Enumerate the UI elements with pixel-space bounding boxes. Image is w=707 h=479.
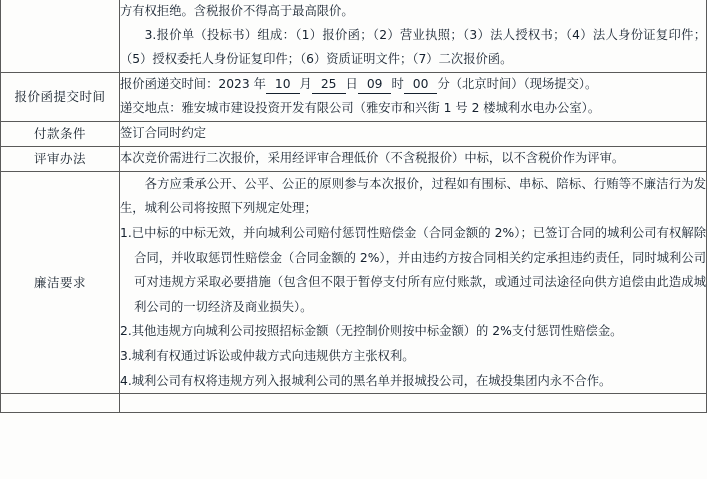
integrity-item-2: 2.其他违规方向城利公司按照招标金额（无控制价则按中标金额）的 2%支付惩罚性赔偿金。	[120, 324, 623, 339]
row-label-empty-top	[1, 0, 120, 72]
table-row	[1, 72, 707, 121]
submission-day-value: 25	[312, 76, 346, 94]
submission-month-value: 10	[266, 76, 300, 94]
row-label-integrity-requirements: 廉洁要求	[1, 171, 120, 393]
top-paragraph-2: 3.报价单（投标书）组成：（1）报价函；（2）营业执照；（3）法人授权书；（4）法人身份证复印件；（5）授权委托人身份证复印件；（6）资质证明文件；（7）二次报价函。	[120, 27, 706, 66]
integrity-intro: 各方应秉承公开、公平、公正的原则参与本次报价，过程如有围标、串标、陪标、行贿等不廉洁行为发生，城利公司将按照下列规定处理；	[120, 176, 706, 216]
table-row	[1, 0, 707, 72]
submission-day-label: 日	[345, 76, 358, 91]
submission-hour-label: 时	[391, 76, 404, 91]
row-label-submission-time: 报价函提交时间	[1, 72, 120, 121]
row-label-payment-terms: 付款条件	[1, 121, 120, 146]
integrity-item-1: 1.已中标的中标无效，并向城利公司赔付惩罚性赔偿金（合同金额的 2%）；已签订合同的城利公司有权解除合同，并收取惩罚性赔偿金（合同金额的 2%），并由违约方按合同相关约定承担违约责任，同时城利公司可对违规方采取必要措施（包含但不限于暂停支付所有应付账款，或通过司法途径向供方追偿由此造成城利公司的一切经济及商业损失）。	[120, 225, 706, 314]
submission-hour-value: 09	[358, 76, 392, 94]
table-row	[1, 171, 707, 393]
row-content-top	[120, 0, 707, 72]
submission-location-line: 递交地点：雅安城市建设投资开发有限公司（雅安市和兴街 1 号 2 楼城利水电办公室）。	[120, 100, 601, 115]
submission-time-line	[120, 73, 706, 97]
row-label-evaluation-method: 评审办法	[1, 146, 120, 171]
integrity-item-4: 4.城利公司有权将违规方列入报城利公司的黑名单并报城投公司，在城投集团内永不合作。	[120, 373, 612, 388]
integrity-item-3: 3.城利有权通过诉讼或仲裁方式向违规供方主张权利。	[120, 348, 415, 363]
submission-minute-value: 00	[404, 76, 438, 94]
row-label-blank	[1, 394, 120, 413]
row-content-payment-terms: 签订合同时约定	[120, 121, 707, 146]
row-content-evaluation-method: 本次竞价需进行二次报价，采用经评审合理低价（不含税报价）中标，以不含税价作为评审。	[120, 146, 707, 171]
submission-month-label: 月	[299, 76, 312, 91]
row-content-integrity-requirements	[120, 171, 707, 393]
top-paragraph-1: 方有权拒绝。含税报价不得高于最高限价。	[120, 4, 354, 18]
table-row-blank	[1, 394, 707, 413]
table-row	[1, 121, 707, 146]
row-content-submission-time	[120, 72, 707, 121]
table-row	[1, 146, 707, 171]
submission-time-suffix: 分（北京时间）（现场提交）。	[437, 76, 598, 91]
submission-time-prefix: 报价函递交时间：2023 年	[120, 76, 266, 91]
row-content-blank	[120, 394, 707, 413]
